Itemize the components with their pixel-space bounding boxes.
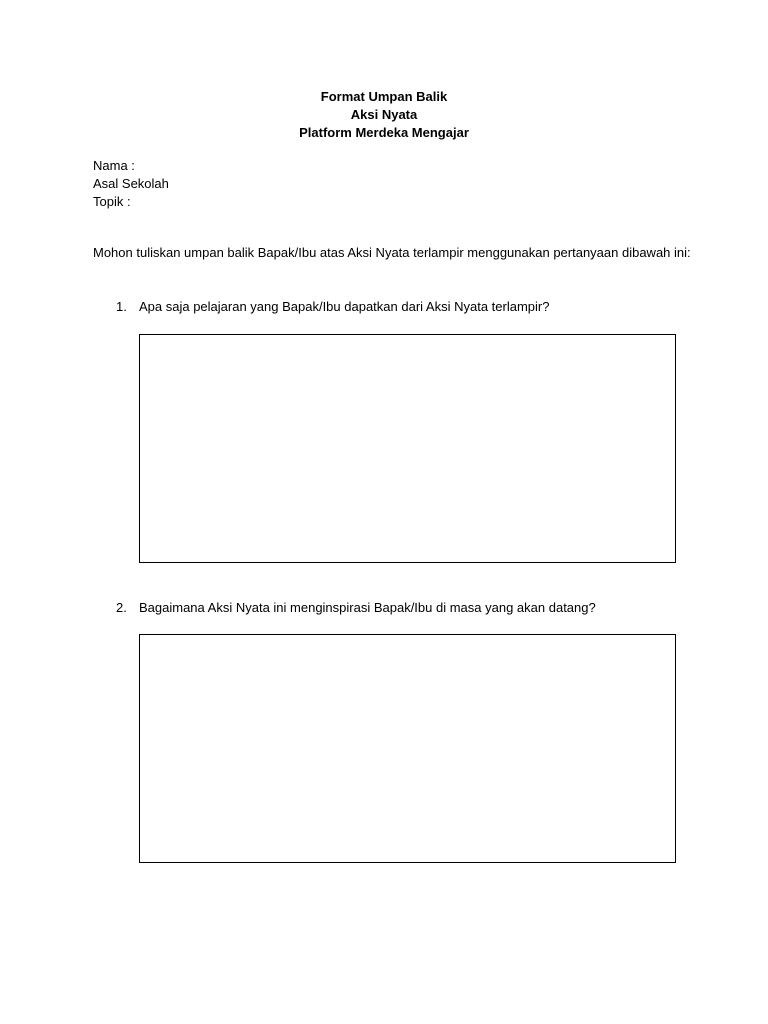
document-title [0,88,768,142]
title-line-platform: Platform Merdeka Mengajar [299,125,469,140]
answer-box-2[interactable] [139,634,676,863]
instruction-text: Mohon tuliskan umpan balik Bapak/Ibu atas Aksi Nyata terlampir menggunakan pertanyaan dibawah ini: [93,245,691,260]
title-line-aksi-nyata: Aksi Nyata [350,107,418,122]
question-1-text: Apa saja pelajaran yang Bapak/Ibu dapatkan dari Aksi Nyata terlampir? [139,299,550,314]
question-2-number: 2. [116,600,127,615]
question-2 [116,599,596,617]
topik-label: Topik : [93,194,131,209]
question-2-text: Bagaimana Aksi Nyata ini menginspirasi Bapak/Ibu di masa yang akan datang? [139,600,596,615]
nama-label: Nama : [93,158,135,173]
title-line-format: Format Umpan Balik [320,89,448,104]
question-1 [116,298,549,316]
identity-fields [93,157,169,211]
asal-sekolah-label: Asal Sekolah [93,176,169,191]
question-1-number: 1. [116,299,127,314]
answer-box-1[interactable] [139,334,676,563]
